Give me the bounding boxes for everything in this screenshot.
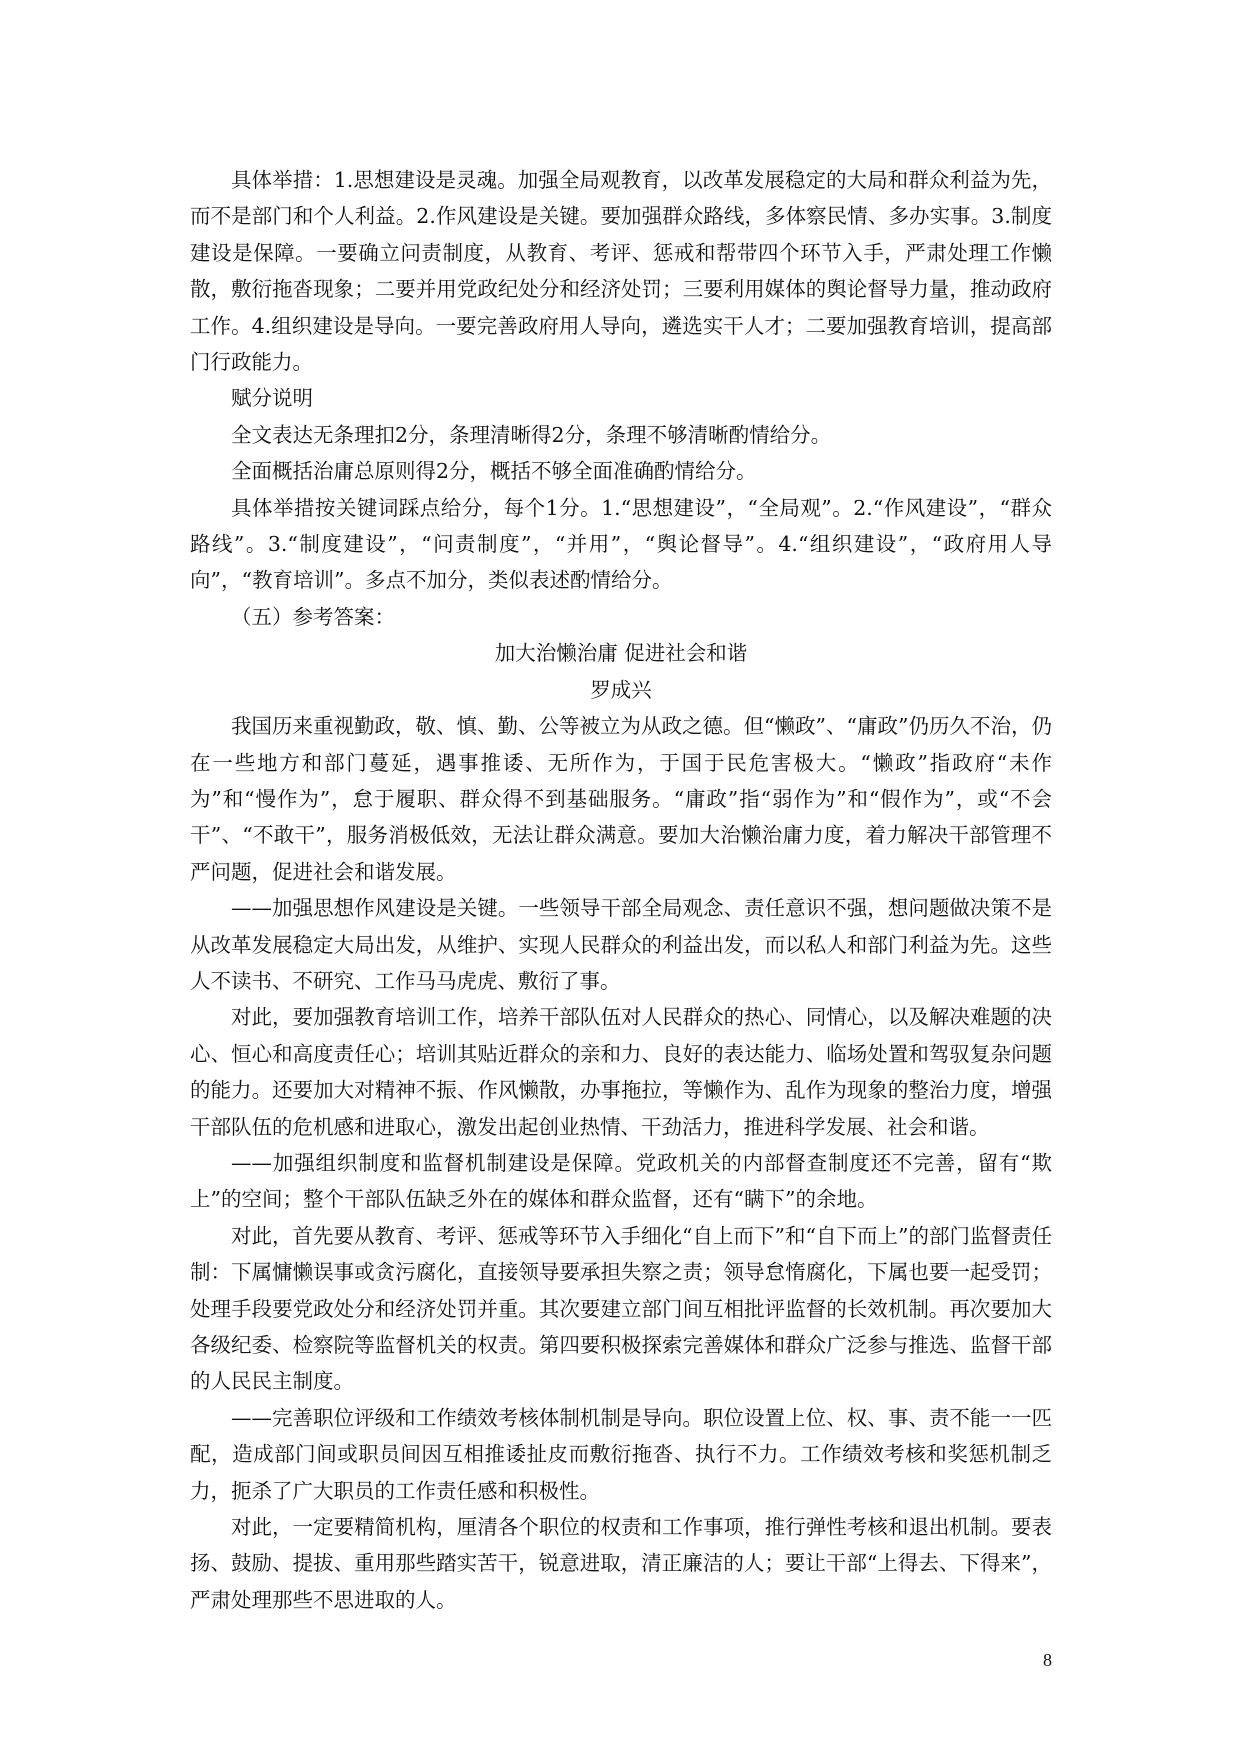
scoring-rule-structure: 全文表达无条理扣2分，条理清晰得2分，条理不够清晰酌情给分。 bbox=[231, 422, 832, 447]
essay-point-one: ——加强思想作风建设是关键。一些领导干部全局观念、责任意识不强，想问题做决策不是从改革发展稳定大局出发，从维护、实现人民群众的利益出发，而以私人和部门利益为先。这些人不读书、不研究、工作马马虎虎、敷衍了事。 bbox=[190, 896, 1052, 993]
essay-intro-paragraph: 我国历来重视勤政，敬、慎、勤、公等被立为从政之德。但“懒政”、“庸政”仍历久不治，仍在一些地方和部门蔓延，遇事推诿、无所作为，于国于民危害极大。“懒政”指政府“未作为”和“慢作为”，怠于履职、群众得不到基础服务。“庸政”指“弱作为”和“假作为”，或“不会干”、“不敢干”，服务消极低效，无法让群众满意。要加大治懒治庸力度，着力解决干部管理不严问题，促进社会和谐发展。 bbox=[190, 714, 1052, 884]
measures-paragraph: 具体举措：1.思想建设是灵魂。加强全局观教育，以改革发展稳定的大局和群众利益为先，而不是部门和个人利益。2.作风建设是关键。要加强群众路线，多体察民情、多办实事。3.制度建设是保障。一要确立问责制度，从教育、考评、惩戒和帮带四个环节入手，严肃处理工作懒散，敷衍拖沓现象；二要并用党政纪处分和经济处罚；三要利用媒体的舆论督导力量，推动政府工作。4.组织建设是导向。一要完善政府用人导向，遴选实干人才；二要加强教育培训，提高部门行政能力。 bbox=[190, 168, 1052, 375]
essay-point-three: ——完善职位评级和工作绩效考核体制机制是导向。职位设置上位、权、事、责不能一一匹配，造成部门间或职员间因互相推诿扯皮而敷衍拖沓、执行不力。工作绩效考核和奖惩机制乏力，扼杀了广大职员的工作责任感和积极性。 bbox=[190, 1405, 1052, 1503]
reference-answer-heading: （五）参考答案： bbox=[231, 604, 395, 629]
essay-author: 罗成兴 bbox=[590, 677, 652, 702]
essay-title: 加大治懒治庸 促进社会和谐 bbox=[494, 641, 748, 666]
essay-point-two-measures: 对此，首先要从教育、考评、惩戒等环节入手细化“自上而下”和“自下而上”的部门监督责任制：下属慵懒误事或贪污腐化，直接领导要承担失察之责；领导怠惰腐化，下属也要一起受罚；处理手段要党政处分和经济处罚并重。其次要建立部门间互相批评监督的长效机制。再次要加大各级纪委、检察院等监督机关的权责。第四要积极探索完善媒体和群众广泛参与推选、监督干部的人民民主制度。 bbox=[190, 1223, 1052, 1394]
scoring-heading: 赋分说明 bbox=[231, 386, 313, 411]
essay-point-three-measures: 对此，一定要精简机构，厘清各个职位的权责和工作事项，推行弹性考核和退出机制。要表扬、鼓励、提拔、重用那些踏实苦干，锐意进取，清正廉洁的人；要让干部“上得去、下得来”，严肃处理那些不思进取的人。 bbox=[190, 1515, 1052, 1612]
scoring-rule-keywords: 具体举措按关键词踩点给分，每个1分。1.“思想建设”，“全局观”。2.“作风建设”，“群众路线”。3.“制度建设”，“问责制度”，“并用”，“舆论督导”。4.“组织建设”，“政府用人导向”，“教育培训”。多点不加分，类似表述酌情给分。 bbox=[190, 495, 1052, 593]
essay-point-one-measures: 对此，要加强教育培训工作，培养干部队伍对人民群众的热心、同情心，以及解决难题的决心、恒心和高度责任心；培训其贴近群众的亲和力、良好的表达能力、临场处置和驾驭复杂问题的能力。还要加大对精神不振、作风懒散，办事拖拉，等懒作为、乱作为现象的整治力度，增强干部队伍的危机感和进取心，激发出起创业热情、干劲活力，推进科学发展、社会和谐。 bbox=[190, 1005, 1052, 1139]
scoring-rule-principle: 全面概括治庸总原则得2分，概括不够全面准确酌情给分。 bbox=[231, 459, 757, 484]
document-body bbox=[190, 162, 1052, 1618]
essay-point-two: ——加强组织制度和监督机制建设是保障。党政机关的内部督查制度还不完善，留有“欺上”的空间；整个干部队伍缺乏外在的媒体和群众监督，还有“瞒下”的余地。 bbox=[190, 1150, 1052, 1212]
page-number: 8 bbox=[1043, 1650, 1052, 1670]
